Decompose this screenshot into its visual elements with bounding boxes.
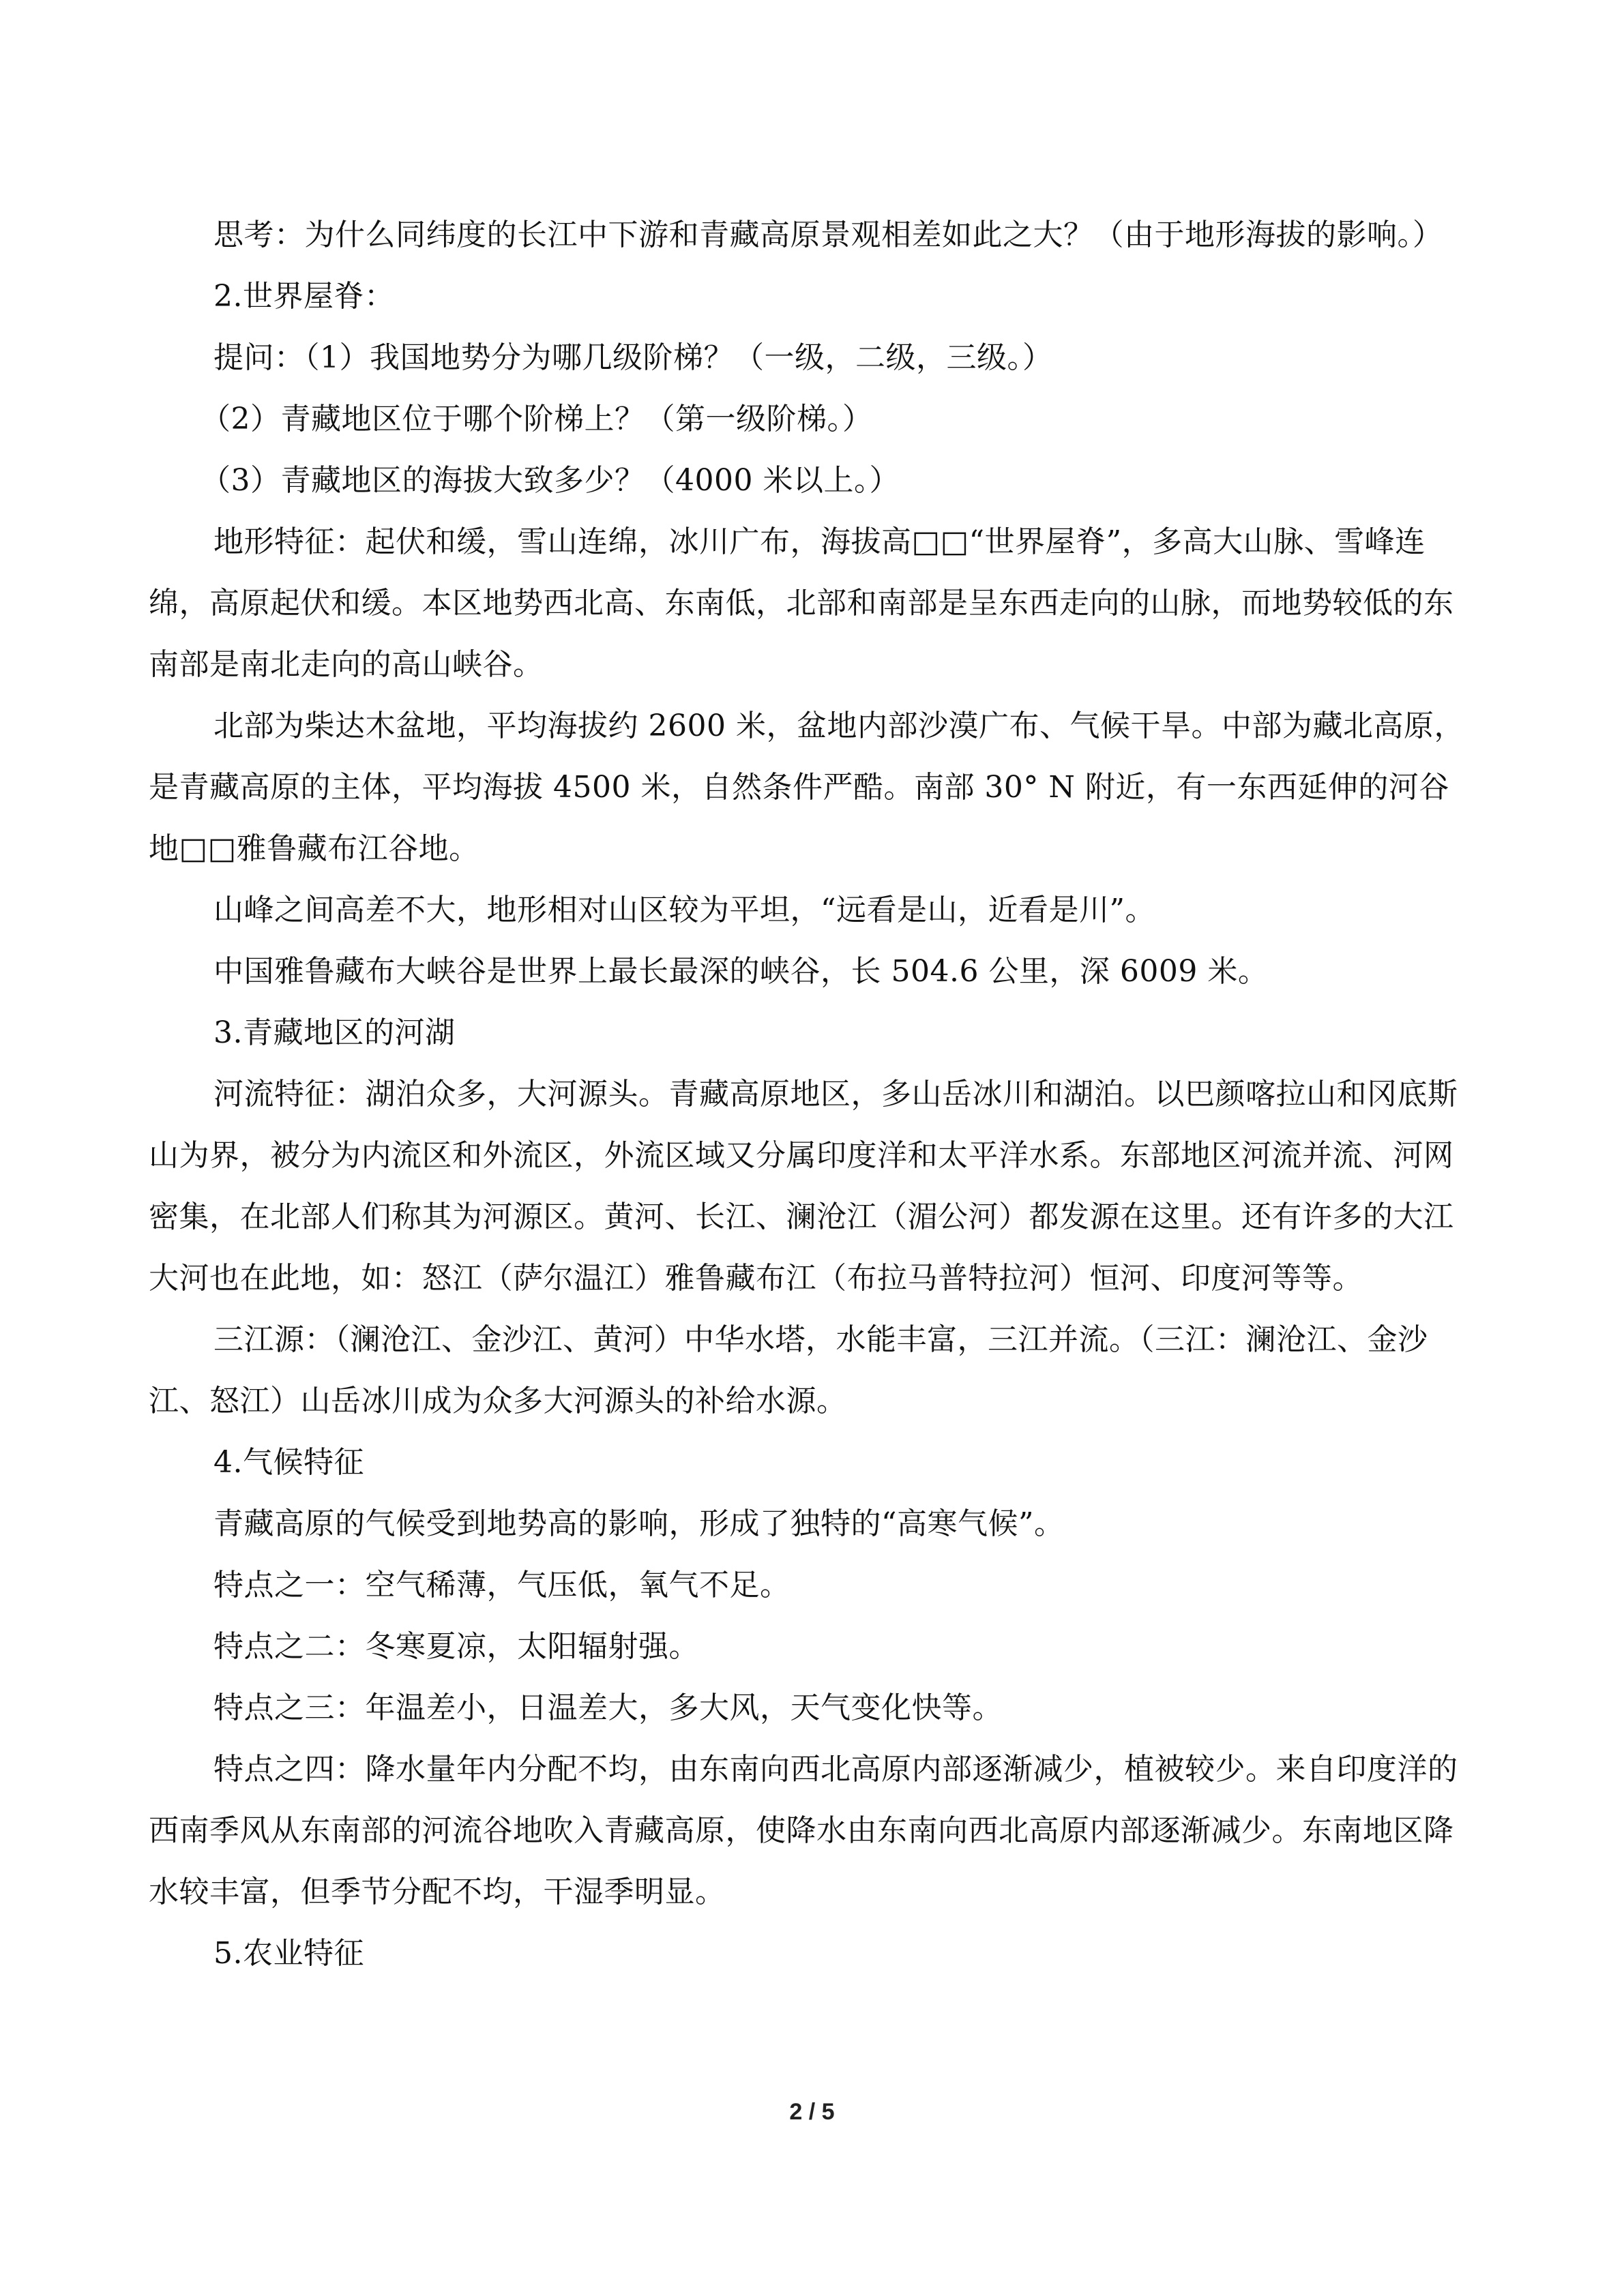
paragraph-question-1: 提问：（1）我国地势分为哪几级阶梯？（一级，二级，三级。） [213, 340, 1053, 375]
section-heading-rivers-lakes: 3.青藏地区的河湖 [213, 1015, 456, 1050]
paragraph-climate-feature-1: 特点之一：空气稀薄，气压低，氧气不足。 [213, 1568, 791, 1602]
paragraph-river-features: 河流特征：湖泊众多，大河源头。青藏高原地区，多山岳冰川和湖泊。以巴颜喀拉山和冈底斯山为界，被分为内流区和外流区，外流区域又分属印度洋和太平洋水系。东部地区河流并流、河网密集，在北部人们称其为河源区。黄河、长江、澜沧江（湄公河）都发源在这里。还有许多的大江大河也在此地，如：怒江（萨尔温江）雅鲁藏布江（布拉马普特拉河）恒河、印度河等等。 [149, 1077, 1458, 1296]
section-heading-roof-of-world: 2.世界屋脊： [213, 279, 395, 314]
paragraph-three-rivers: 三江源：（澜沧江、金沙江、黄河）中华水塔，水能丰富，三江并流。（三江：澜沧江、金沙江、怒江）山岳冰川成为众多大河源头的补给水源。 [149, 1322, 1428, 1418]
document-body [149, 205, 1473, 1984]
section-heading-climate: 4.气候特征 [213, 1445, 364, 1480]
paragraph-climate-intro: 青藏高原的气候受到地势高的影响，形成了独特的“高寒气候”。 [213, 1506, 1065, 1541]
section-heading-agriculture: 5.农业特征 [213, 1936, 364, 1971]
paragraph-terrain-features: 地形特征：起伏和缓，雪山连绵，冰川广布，海拔高□□“世界屋脊”，多高大山脉、雪峰连绵，高原起伏和缓。本区地势西北高、东南低，北部和南部是呈东西走向的山脉，而地势较低的东南部是南北走向的高山峡谷。 [149, 524, 1454, 682]
paragraph-climate-feature-3: 特点之三：年温差小，日温差大，多大风，天气变化快等。 [213, 1690, 1003, 1725]
paragraph-climate-feature-4: 特点之四：降水量年内分配不均，由东南向西北高原内部逐渐减少，植被较少。来自印度洋的西南季风从东南部的河流谷地吹入青藏高原，使降水由东南向西北高原内部逐渐减少。东南地区降水较丰富，但季节分配不均，干湿季明显。 [149, 1752, 1458, 1909]
paragraph-question-2: （2）青藏地区位于哪个阶梯上？（第一级阶梯。） [201, 402, 873, 436]
paragraph-peaks: 山峰之间高差不大，地形相对山区较为平坦，“远看是山，近看是川”。 [213, 893, 1155, 927]
paragraph-question-3: （3）青藏地区的海拔大致多少？（4000 米以上。） [201, 463, 900, 498]
page-number: 2 / 5 [789, 2099, 835, 2125]
paragraph-think-question: 思考：为什么同纬度的长江中下游和青藏高原景观相差如此之大？（由于地形海拔的影响。） [213, 218, 1443, 252]
paragraph-climate-feature-2: 特点之二：冬寒夏凉，太阳辐射强。 [213, 1629, 699, 1664]
paragraph-grand-canyon: 中国雅鲁藏布大峡谷是世界上最长最深的峡谷，长 504.6 公里，深 6009 米。 [213, 954, 1269, 989]
paragraph-regions: 北部为柴达木盆地，平均海拔约 2600 米，盆地内部沙漠广布、气候干旱。中部为藏北高原，是青藏高原的主体，平均海拔 4500 米，自然条件严酷。南部 30° N 附近，有一东西延伸的河谷地□□雅鲁藏布江谷地。 [149, 709, 1464, 866]
